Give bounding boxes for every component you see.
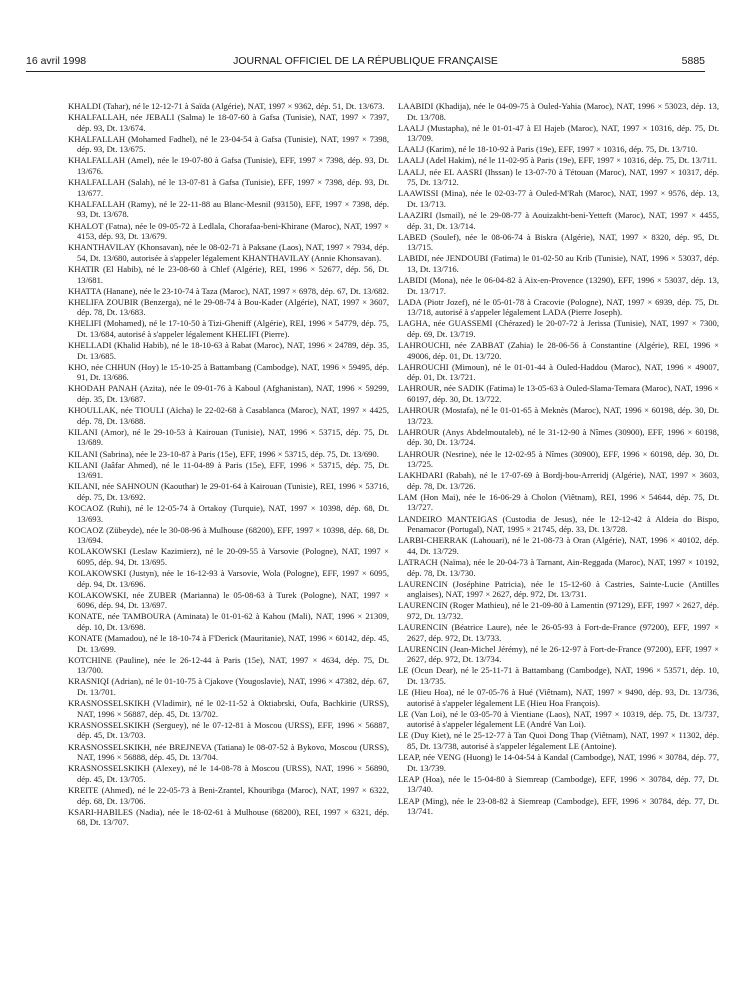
naturalization-entry: KILANI, née SAHNOUN (Kaouthar) le 29-01-64 à Kairouan (Tunisie), REI, 1996 × 53716, dép. 75, Dt. 13/692. — [68, 481, 389, 502]
naturalization-entry: KOLAKOWSKI (Leslaw Kazimierz), né le 20-09-55 à Varsovie (Pologne), NAT, 1997 × 6095, dép. 94, Dt. 13/695. — [68, 546, 389, 567]
naturalization-entry: KHALFALLAH (Salah), né le 13-07-81 à Gafsa (Tunisie), EFF, 1997 × 7398, dép. 93, Dt. 13/677. — [68, 177, 389, 198]
naturalization-entry: KRASNOSSELSKIKH, née BREJNEVA (Tatiana) le 08-07-52 à Bykovo, Moscou (URSS), NAT, 1996 × 56888, dép. 45, Dt. 13/704. — [68, 741, 389, 763]
right-column — [398, 101, 719, 817]
naturalization-entry: KHALFALLAH, née JEBALI (Salma) le 18-07-60 à Gafsa (Tunisie), NAT, 1997 × 7397, dép. 93, Dt. 13/674. — [68, 112, 389, 133]
naturalization-entry: KHALFALLAH (Mohamed Fadhel), né le 23-04-54 à Gafsa (Tunisie), NAT, 1997 × 7398, dép. 93, Dt. 13/675. — [68, 133, 389, 155]
naturalization-entry: LAGHA, née GUASSEMI (Chérazed) le 20-07-72 à Jerissa (Tunisie), NAT, 1997 × 7300, dép. 69, Dt. 13/719. — [398, 318, 719, 339]
naturalization-entry: LABED (Soulef), née le 08-06-74 à Biskra (Algérie), NAT, 1997 × 8320, dép. 95, Dt. 13/715. — [398, 231, 719, 253]
naturalization-entry: KHALDI (Tahar), né le 12-12-71 à Saïda (Algérie), NAT, 1997 × 9362, dép. 51, Dt. 13/673. — [68, 101, 385, 111]
naturalization-entry: LAHROUCHI (Mimoun), né le 01-01-44 à Ouled-Haddou (Maroc), NAT, 1996 × 49007, dép. 01, Dt. 13/721. — [398, 361, 719, 383]
naturalization-entry: LAHROUCHI, née ZABBAT (Zahia) le 28-06-56 à Constantine (Algérie), REI, 1996 × 49006, dép. 01, Dt. 13/720. — [398, 340, 719, 361]
naturalization-entry: LANDEIRO MANTEIGAS (Custodia de Jesus), née le 12-12-42 à Aldeia do Bispo, Penamacor (Portugal), NAT, 1995 × 21745, dép. 33, Dt. 13/728. — [398, 513, 719, 535]
naturalization-entry: LAABIDI (Khadija), née le 04-09-75 à Ouled-Yahia (Maroc), NAT, 1996 × 53023, dép. 13, Dt. 13/708. — [398, 101, 719, 122]
naturalization-entry: KHELIFI (Mohamed), né le 17-10-50 à Tizi-Gheniff (Algérie), REI, 1996 × 54779, dép. 75, Dt. 13/684, autorisé à s'appeler légalement KHELIFI (Pierre). — [68, 318, 389, 339]
naturalization-entry: LAALJ (Adel Hakim), né le 11-02-95 à Paris (19e), EFF, 1997 × 10316, dép. 75, Dt. 13/711. — [398, 155, 718, 166]
naturalization-entry: KREITE (Ahmed), né le 22-05-73 à Beni-Zrantel, Khouribga (Maroc), NAT, 1997 × 6322, dép. 68, Dt. 13/706. — [68, 784, 389, 806]
naturalization-entry: LADA (Piotr Jozef), né le 05-01-78 à Cracovie (Pologne), NAT, 1997 × 6939, dép. 75, Dt. 13/718, autorisé à s'appeler légalement LADA (Pierre Joseph). — [398, 296, 719, 318]
header-rule — [26, 71, 705, 72]
naturalization-entry: KHOULLAK, née TIOULI (Aïcha) le 22-02-68 à Casablanca (Maroc), NAT, 1997 × 4425, dép. 78, Dt. 13/688. — [68, 405, 389, 426]
naturalization-entry: KOTCHINE (Pauline), née le 26-12-44 à Paris (15e), NAT, 1997 × 4634, dép. 75, Dt. 13/700. — [68, 654, 389, 676]
naturalization-entry: KHALFALLAH (Ramy), né le 22-11-88 au Blanc-Mesnil (93150), EFF, 1997 × 7398, dép. 93, Dt. 13/678. — [68, 198, 389, 220]
naturalization-entry: LE (Ocun Dear), né le 25-11-71 à Battambang (Cambodge), NAT, 1996 × 53571, dép. 10, Dt. 13/735. — [398, 665, 719, 686]
naturalization-entry: KHANTHAVILAY (Khonsavan), née le 08-02-71 à Paksane (Laos), NAT, 1997 × 7934, dép. 54, Dt. 13/680, autorisée à s'appeler légalement KHANTHAVILAY (Annie Khonsavan). — [68, 242, 389, 263]
naturalization-entry: KHATIR (El Habib), né le 23-08-60 à Chlef (Algérie), REI, 1996 × 52677, dép. 56, Dt. 13/681. — [68, 263, 389, 285]
naturalization-entry: LEAP, née VENG (Huong) le 14-04-54 à Kandal (Cambodge), NAT, 1996 × 30784, dép. 77, Dt. 13/739. — [398, 752, 719, 773]
naturalization-entry: KHO, née CHHUN (Hoy) le 15-10-25 à Battambang (Cambodge), NAT, 1996 × 59495, dép. 91, Dt. 13/686. — [68, 361, 389, 383]
naturalization-entry: LAAWISSI (Mina), née le 02-03-77 à Ouled-M'Rah (Maroc), NAT, 1997 × 9576, dép. 13, Dt. 13/713. — [398, 188, 719, 209]
naturalization-entry: KHATTA (Hanane), née le 23-10-74 à Taza (Maroc), NAT, 1997 × 6978, dép. 67, Dt. 13/682. — [68, 285, 389, 296]
naturalization-entry: KILANI (Amor), né le 29-10-53 à Kairouan (Tunisie), NAT, 1996 × 53715, dép. 75, Dt. 13/689. — [68, 426, 389, 448]
naturalization-entry: KRASNIQI (Adrian), né le 01-10-75 à Cjakove (Yougoslavie), NAT, 1996 × 47382, dép. 67, Dt. 13/701. — [68, 676, 389, 698]
naturalization-entry: LAHROUR, née SADIK (Fatima) le 13-05-63 à Ouled-Slama-Temara (Maroc), NAT, 1996 × 60197, dép. 30, Dt. 13/722. — [398, 383, 720, 405]
naturalization-entry: LE (Hieu Hoa), né le 07-05-76 à Hué (Viêtnam), NAT, 1997 × 9490, dép. 93, Dt. 13/736, autorisé à s'appeler légalement LE (Hieu Hoa François). — [398, 687, 719, 708]
page-number: 5885 — [681, 55, 705, 67]
naturalization-entry: LE (Duy Kiet), né le 25-12-77 à Tan Quoi Dong Thap (Viêtnam), NAT, 1997 × 11302, dép. 85, Dt. 13/738, autorisé à s'appeler légalement LE (Antoine). — [398, 730, 719, 752]
journal-title: JOURNAL OFFICIEL DE LA RÉPUBLIQUE FRANÇAISE — [233, 55, 498, 67]
naturalization-entry: KOCAOZ (Zübeyde), née le 30-08-96 à Mulhouse (68200), EFF, 1997 × 10398, dép. 68, Dt. 13/694. — [68, 524, 389, 546]
naturalization-entry: LE (Van Loi), né le 03-05-70 à Vientiane (Laos), NAT, 1997 × 10319, dép. 75, Dt. 13/737, autorisé à s'appeler légalement LE (André Van Loi). — [398, 708, 719, 730]
naturalization-entry: KSARI-HABILES (Nadia), née le 18-02-61 à Mulhouse (68200), REI, 1997 × 6321, dép. 68, Dt. 13/707. — [68, 806, 389, 828]
naturalization-entry: KONATE, née TAMBOURA (Aminata) le 01-01-62 à Kahou (Mali), NAT, 1996 × 21309, dép. 10, Dt. 13/698. — [68, 611, 389, 632]
naturalization-entry: LAURENCIN (Jean-Michel Jérémy), né le 26-12-97 à Fort-de-France (97200), EFF, 1997 × 2627, dép. 972, Dt. 13/734. — [398, 643, 719, 665]
naturalization-entry: LATRACH (Naïma), née le 20-04-73 à Tarnant, Ain-Reggada (Maroc), NAT, 1997 × 10192, dép. 78, Dt. 13/730. — [398, 556, 719, 578]
naturalization-entry: LEAP (Ming), née le 23-08-82 à Siemreap (Cambodge), EFF, 1996 × 30784, dép. 77, Dt. 13/741. — [398, 795, 719, 817]
naturalization-entry: KHELIFA ZOUBIR (Benzerga), né le 29-08-74 à Bou-Kader (Algérie), NAT, 1997 × 3607, dép. 78, Dt. 13/683. — [68, 296, 389, 318]
naturalization-entry: KOCAOZ (Ruhi), né le 12-05-74 à Ortakoy (Turquie), NAT, 1997 × 10398, dép. 68, Dt. 13/693. — [68, 502, 389, 524]
naturalization-entry: KHALOT (Fatna), née le 09-05-72 à Ledlala, Chorafaa-beni-Khirane (Maroc), NAT, 1997 × 4153, dép. 93, Dt. 13/679. — [68, 220, 389, 242]
naturalization-entry: KHALFALLAH (Amel), née le 19-07-80 à Gafsa (Tunisie), EFF, 1997 × 7398, dép. 93, Dt. 13/676. — [68, 155, 389, 177]
naturalization-entry: LABIDI (Mona), née le 06-04-82 à Aix-en-Provence (13290), EFF, 1996 × 53037, dép. 13, Dt. 13/717. — [398, 275, 719, 296]
naturalization-entry: LAALJ (Karim), né le 18-10-92 à Paris (19e), EFF, 1997 × 10316, dép. 75, Dt. 13/710. — [398, 144, 698, 155]
naturalization-entry: KRASNOSSELSKIKH (Serguey), né le 07-12-81 à Moscou (URSS), EFF, 1996 × 56887, dép. 45, Dt. 13/703. — [68, 719, 389, 741]
naturalization-entry: LAAZIRI (Ismail), né le 29-08-77 à Aouizakht-beni-Yetteft (Maroc), NAT, 1997 × 4455, dép. 31, Dt. 13/714. — [398, 209, 719, 231]
naturalization-entry: KILANI (Sabrina), née le 23-10-87 à Paris (15e), EFF, 1996 × 53715, dép. 75, Dt. 13/690. — [68, 448, 379, 459]
naturalization-entry: LAM (Hon Mai), née le 16-06-29 à Cholon (Viêtnam), REI, 1996 × 54644, dép. 75, Dt. 13/727. — [398, 491, 719, 513]
naturalization-entry: KRASNOSSELSKIKH (Vladimir), né le 02-11-52 à Oktiabrski, Oufa, Bachkirie (URSS), NAT, 1996 × 56887, dép. 45, Dt. 13/702. — [68, 698, 389, 719]
naturalization-entry: LAKHDARI (Rabah), né le 17-07-69 à Bordj-bou-Arreridj (Algérie), NAT, 1997 × 3603, dép. 78, Dt. 13/726. — [398, 470, 719, 491]
naturalization-entry: LAHROUR (Anys Abdelmoutaleb), né le 31-12-90 à Nîmes (30900), EFF, 1996 × 60198, dép. 30, Dt. 13/724. — [398, 426, 719, 448]
naturalization-entry: LAURENCIN (Béatrice Laure), née le 26-05-93 à Fort-de-France (97200), EFF, 1997 × 2627, dép. 972, Dt. 13/733. — [398, 622, 719, 643]
naturalization-entry: LAHROUR (Nesrine), née le 12-02-95 à Nîmes (30900), EFF, 1996 × 60198, dép. 30, Dt. 13/725. — [398, 448, 719, 470]
naturalization-entry: LAURENCIN (Joséphine Patricia), née le 15-12-60 à Castries, Sainte-Lucie (Antilles anglaises), NAT, 1997 × 2627, dép. 972, Dt. 13/731. — [398, 578, 719, 600]
naturalization-entry: KONATE (Mamadou), né le 18-10-74 à F'Derick (Mauritanie), NAT, 1996 × 60142, dép. 45, Dt. 13/699. — [68, 633, 389, 654]
naturalization-entry: LAALJ, née EL AASRI (Ihssan) le 13-07-70 à Tétouan (Maroc), NAT, 1997 × 10317, dép. 75, Dt. 13/712. — [398, 166, 719, 188]
naturalization-entry: KRASNOSSELSKIKH (Alexey), né le 14-08-78 à Moscou (URSS), NAT, 1996 × 56890, dép. 45, Dt. 13/705. — [68, 763, 389, 784]
naturalization-entry: KILANI (Jaâfar Ahmed), né le 11-04-89 à Paris (15e), EFF, 1996 × 53715, dép. 75, Dt. 13/691. — [68, 459, 389, 481]
issue-date: 16 avril 1998 — [26, 55, 87, 67]
naturalization-entry: KHODAH PANAH (Azita), née le 09-01-76 à Kaboul (Afghanistan), NAT, 1996 × 59299, dép. 35, Dt. 13/687. — [68, 383, 389, 405]
naturalization-entry: KOLAKOWSKI (Justyn), née le 16-12-93 à Varsovie, Wola (Pologne), EFF, 1997 × 6095, dép. 94, Dt. 13/696. — [68, 568, 389, 589]
naturalization-entry: LEAP (Hoa), née le 15-04-80 à Siemreap (Cambodge), EFF, 1996 × 30784, dép. 77, Dt. 13/740. — [398, 773, 719, 795]
naturalization-entry: KOLAKOWSKI, née ZUBER (Marianna) le 05-08-63 à Turek (Pologne), NAT, 1997 × 6096, dép. 94, Dt. 13/697. — [68, 589, 389, 611]
left-column — [68, 101, 389, 828]
naturalization-entry: KHELLADI (Khalid Habib), né le 18-10-63 à Rabat (Maroc), NAT, 1996 × 24789, dép. 35, Dt. 13/685. — [68, 340, 389, 361]
page-header — [26, 55, 705, 71]
naturalization-entry: LAURENCIN (Roger Mathieu), né le 21-09-80 à Lamentin (97129), EFF, 1997 × 2627, dép. 972, Dt. 13/732. — [398, 600, 719, 621]
naturalization-entry: LABIDI, née JENDOUBI (Fatima) le 01-02-50 au Krib (Tunisie), NAT, 1996 × 53037, dép. 13, Dt. 13/716. — [398, 253, 719, 274]
naturalization-entry: LARBI-CHERRAK (Lahouari), né le 21-08-73 à Oran (Algérie), NAT, 1996 × 40102, dép. 44, Dt. 13/729. — [398, 535, 719, 556]
naturalization-entry: LAALJ (Mustapha), né le 01-01-47 à El Hajeb (Maroc), NAT, 1997 × 10316, dép. 75, Dt. 13/709. — [398, 122, 719, 144]
naturalization-entry: LAHROUR (Mostafa), né le 01-01-65 à Meknès (Maroc), NAT, 1996 × 60198, dép. 30, Dt. 13/723. — [398, 405, 719, 426]
